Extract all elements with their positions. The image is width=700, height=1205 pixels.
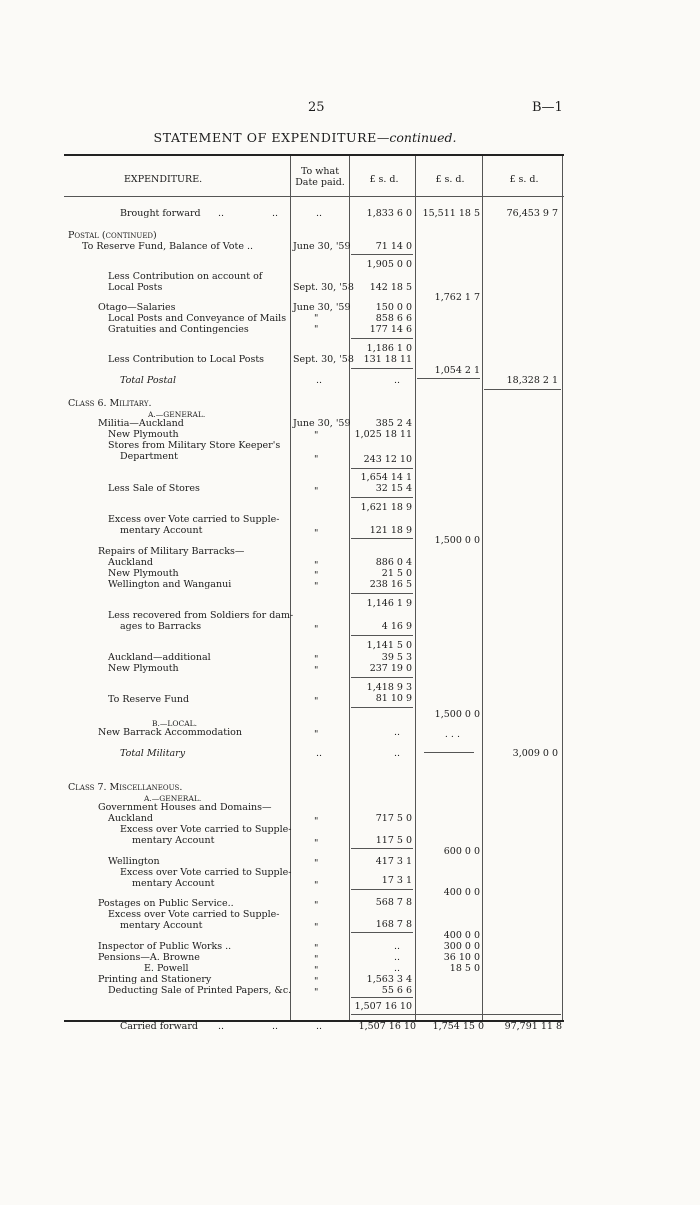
row-otago-salaries-label: Otago—Salaries bbox=[98, 302, 176, 313]
row-carried-forward-c3: 97,791 11 8 bbox=[504, 1021, 562, 1032]
row-excess-2-label-2: mentary Account bbox=[132, 835, 215, 846]
row-otago-salaries-date: June 30, '59 bbox=[293, 302, 351, 313]
row-printing-date: " bbox=[314, 976, 319, 987]
row-auckland-add-date: " bbox=[314, 654, 319, 665]
row-pension-browne-c2: 36 10 0 bbox=[443, 952, 480, 963]
row-excess-1-label-2: mentary Account bbox=[120, 525, 203, 536]
subtotal-rule bbox=[424, 752, 474, 753]
row-excess-3-c2: 400 0 0 bbox=[443, 887, 480, 898]
row-pension-browne-c1: .. bbox=[393, 952, 400, 963]
row-barrack-c2: . . . bbox=[444, 729, 460, 740]
subtotal-rule bbox=[351, 368, 413, 369]
subtotal-rule bbox=[351, 254, 413, 255]
column-divider bbox=[562, 156, 563, 1020]
row-local-posts-date: " bbox=[314, 313, 319, 324]
expenditure-table bbox=[64, 154, 564, 1022]
subtotal-rule bbox=[484, 389, 561, 390]
row-excess-4-c1: 168 7 8 bbox=[375, 919, 412, 930]
header-lsd-3: £ s. d. bbox=[509, 174, 539, 185]
row-excess-4-c2: 400 0 0 bbox=[443, 930, 480, 941]
row-militia-auckland-date: June 30, '59 bbox=[293, 418, 351, 429]
row-auckland-r-c1: 886 0 4 bbox=[375, 557, 412, 568]
row-auckland-g-c1: 717 5 0 bbox=[375, 813, 412, 824]
row-less-recovered-label: Less recovered from Soldiers for dam- bbox=[108, 610, 294, 621]
subtotal-rule bbox=[351, 538, 413, 539]
row-excess-4-label-2: mentary Account bbox=[120, 920, 203, 931]
row-pension-powell-date: " bbox=[314, 965, 319, 976]
subtotal-1621: 1,621 18 9 bbox=[360, 502, 412, 513]
subsection-b-local: B.—LOCAL. bbox=[152, 719, 198, 728]
subtotal-rule bbox=[351, 677, 413, 678]
row-wellington-r-date: " bbox=[314, 581, 319, 592]
row-postages-date: " bbox=[314, 900, 319, 911]
row-local-posts-label: Local Posts and Conveyance of Mails bbox=[108, 313, 287, 324]
row-new-plymouth-1-date: " bbox=[314, 430, 319, 441]
section-govt-houses: Government Houses and Domains— bbox=[98, 802, 272, 813]
row-excess-3-label: Excess over Vote carried to Supple- bbox=[120, 867, 292, 878]
row-excess-3-c1: 17 3 1 bbox=[381, 875, 412, 886]
row-wellington-g-c1: 417 3 1 bbox=[375, 856, 412, 867]
row-excess-1-label: Excess over Vote carried to Supple- bbox=[108, 514, 280, 525]
header-rule bbox=[64, 196, 564, 197]
row-postages-label: Postages on Public Service.. bbox=[98, 898, 234, 909]
row-printing-c1: 1,563 3 4 bbox=[366, 974, 412, 985]
row-deducting-c1: 55 6 6 bbox=[381, 985, 412, 996]
row-excess-3-date: " bbox=[314, 880, 319, 891]
row-excess-4-label: Excess over Vote carried to Supple- bbox=[108, 909, 280, 920]
row-auckland-g-date: " bbox=[314, 816, 319, 827]
row-otago-salaries-c1: 150 0 0 bbox=[375, 302, 412, 313]
subtotal-rule bbox=[351, 1014, 561, 1015]
row-deducting-label: Deducting Sale of Printed Papers, &c. bbox=[108, 985, 292, 996]
column-divider bbox=[482, 156, 483, 1020]
header-expenditure: EXPENDITURE. bbox=[124, 174, 203, 185]
row-pension-powell-label: E. Powell bbox=[144, 963, 189, 974]
row-reserve-fund-c1: 71 14 0 bbox=[375, 241, 412, 252]
row-to-reserve-label: To Reserve Fund bbox=[108, 694, 190, 705]
row-auckland-r-date: " bbox=[314, 560, 319, 571]
row-less-contrib-2-date: Sept. 30, '58 bbox=[293, 354, 354, 365]
row-barrack-date: " bbox=[314, 729, 319, 740]
row-postages-c1: 568 7 8 bbox=[375, 897, 412, 908]
subtotal-1654: 1,654 14 1 bbox=[360, 472, 412, 483]
subsection-a-general-2: A.—GENERAL. bbox=[144, 794, 202, 803]
subtotal-rule bbox=[351, 338, 413, 339]
subtotal-rule bbox=[351, 468, 413, 469]
row-stores-label-2: Department bbox=[120, 451, 178, 462]
row-to-reserve-c1: 81 10 9 bbox=[375, 693, 412, 704]
page-title: STATEMENT OF EXPENDITURE—continued. bbox=[153, 130, 457, 145]
row-excess-1-c1: 121 18 9 bbox=[369, 525, 412, 536]
subtotal-rule bbox=[351, 997, 413, 998]
row-deducting-date: " bbox=[314, 987, 319, 998]
subtotal-1141: 1,141 5 0 bbox=[366, 640, 412, 651]
document-reference: B—1 bbox=[532, 100, 563, 115]
row-excess-2-c1: 117 5 0 bbox=[375, 835, 412, 846]
leader-dots: .. bbox=[218, 1021, 225, 1032]
row-excess-2-date: " bbox=[314, 838, 319, 849]
row-new-plymouth-1-c1: 1,025 18 11 bbox=[354, 429, 412, 440]
row-less-contrib-1-date: Sept. 30, '58 bbox=[293, 282, 354, 293]
row-less-contrib-1-c2: 1,762 1 7 bbox=[434, 292, 480, 303]
row-less-contrib-2-label: Less Contribution to Local Posts bbox=[108, 354, 265, 365]
row-less-contrib-2-c1: 131 18 11 bbox=[363, 354, 412, 365]
subtotal-rule bbox=[351, 707, 413, 708]
row-new-plymouth-2-date: " bbox=[314, 665, 319, 676]
subtotal-1418: 1,418 9 3 bbox=[366, 682, 412, 693]
subtotal-1905: 1,905 0 0 bbox=[366, 259, 412, 270]
header-lsd-1: £ s. d. bbox=[369, 174, 399, 185]
row-to-reserve-date: " bbox=[314, 696, 319, 707]
subtotal-rule bbox=[417, 378, 480, 379]
subtotal-rule bbox=[351, 848, 413, 849]
subtotal-1186: 1,186 1 0 bbox=[366, 343, 412, 354]
row-total-military-c3: 3,009 0 0 bbox=[512, 748, 558, 759]
row-barrack-label: New Barrack Accommodation bbox=[98, 727, 242, 738]
row-pension-browne-label: Pensions—A. Browne bbox=[98, 952, 200, 963]
header-date: To what Date paid. bbox=[295, 166, 345, 188]
row-reserve-fund-label: To Reserve Fund, Balance of Vote .. bbox=[82, 241, 253, 252]
row-total-postal-label: Total Postal bbox=[120, 375, 176, 386]
row-inspector-label: Inspector of Public Works .. bbox=[98, 941, 232, 952]
row-auckland-add-c1: 39 5 3 bbox=[381, 652, 412, 663]
row-auckland-r-label: Auckland bbox=[108, 557, 153, 568]
section-postal: Postal (continued) bbox=[68, 230, 157, 241]
section-class-6: Class 6. Military. bbox=[68, 398, 152, 409]
row-stores-date: " bbox=[314, 454, 319, 465]
subtotal-rule bbox=[351, 593, 413, 594]
row-reserve-fund-date: June 30, '59 bbox=[293, 241, 351, 252]
row-inspector-c2: 300 0 0 bbox=[443, 941, 480, 952]
row-pension-powell-c1: .. bbox=[393, 963, 400, 974]
row-local-posts-c1: 858 6 6 bbox=[375, 313, 412, 324]
row-excess-4-date: " bbox=[314, 922, 319, 933]
subtotal-1146: 1,146 1 9 bbox=[366, 598, 412, 609]
subtotal-rule bbox=[351, 635, 413, 636]
header-lsd-2: £ s. d. bbox=[435, 174, 465, 185]
row-new-plymouth-r-date: " bbox=[314, 570, 319, 581]
section-class-7: Class 7. Miscellaneous. bbox=[68, 782, 183, 793]
row-gratuities-label: Gratuities and Contingencies bbox=[108, 324, 249, 335]
row-brought-forward-c2: 15,511 18 5 bbox=[422, 208, 480, 219]
row-militia-auckland-c1: 385 2 4 bbox=[375, 418, 412, 429]
row-total-postal-c1: .. bbox=[393, 375, 400, 386]
row-excess-1-date: " bbox=[314, 528, 319, 539]
row-carried-forward-label: Carried forward bbox=[120, 1021, 198, 1032]
row-excess-2-c2: 600 0 0 bbox=[443, 846, 480, 857]
leader-dots: .. bbox=[218, 208, 225, 219]
row-printing-label: Printing and Stationery bbox=[98, 974, 212, 985]
row-inspector-c1: .. bbox=[393, 941, 400, 952]
row-new-plymouth-2-label: New Plymouth bbox=[108, 663, 179, 674]
row-stores-label: Stores from Military Store Keeper's bbox=[108, 440, 281, 451]
row-new-plymouth-1-label: New Plymouth bbox=[108, 429, 179, 440]
leader-dots: .. bbox=[272, 208, 279, 219]
row-less-sale-c1: 32 15 4 bbox=[375, 483, 412, 494]
row-pension-browne-date: " bbox=[314, 954, 319, 965]
row-militia-auckland-label: Militia—Auckland bbox=[98, 418, 184, 429]
section-repairs: Repairs of Military Barracks— bbox=[98, 546, 245, 557]
column-divider bbox=[415, 156, 416, 1020]
subtotal-rule bbox=[351, 889, 413, 890]
row-less-recovered-c1: 4 16 9 bbox=[381, 621, 412, 632]
row-pension-powell-c2: 18 5 0 bbox=[449, 963, 480, 974]
row-barrack-c1: .. bbox=[393, 727, 400, 738]
page-number: 25 bbox=[308, 100, 325, 115]
row-gratuities-date: " bbox=[314, 324, 319, 335]
row-total-military-label: Total Military bbox=[120, 748, 186, 759]
row-less-recovered-date: " bbox=[314, 624, 319, 635]
subtotal-1507: 1,507 16 10 bbox=[354, 1001, 412, 1012]
row-inspector-date: " bbox=[314, 943, 319, 954]
row-total-military-c1: .. bbox=[393, 748, 400, 759]
row-less-contrib-1-c1: 142 18 5 bbox=[369, 282, 412, 293]
row-total-military-date: .. bbox=[316, 748, 323, 759]
row-new-plymouth-r-c1: 21 5 0 bbox=[381, 568, 412, 579]
row-total-postal-date: .. bbox=[316, 375, 323, 386]
row-excess-1-c2: 1,500 0 0 bbox=[434, 535, 480, 546]
row-carried-forward-date: .. bbox=[316, 1021, 323, 1032]
row-carried-forward-c1: 1,507 16 10 bbox=[358, 1021, 416, 1032]
row-auckland-add-label: Auckland—additional bbox=[108, 652, 211, 663]
row-brought-forward-c3: 76,453 9 7 bbox=[506, 208, 558, 219]
row-wellington-r-c1: 238 16 5 bbox=[369, 579, 412, 590]
row-brought-forward-label: Brought forward bbox=[120, 208, 201, 219]
row-wellington-g-label: Wellington bbox=[108, 856, 160, 867]
row-carried-forward-c2: 1,754 15 0 bbox=[432, 1021, 484, 1032]
row-excess-2-label: Excess over Vote carried to Supple- bbox=[120, 824, 292, 835]
row-brought-forward-c1: 1,833 6 0 bbox=[366, 208, 412, 219]
row-less-sale-label: Less Sale of Stores bbox=[108, 483, 200, 494]
row-excess-3-label-2: mentary Account bbox=[132, 878, 215, 889]
subtotal-rule bbox=[351, 932, 413, 933]
row-less-contrib-1-label: Less Contribution on account of Local Posts bbox=[108, 271, 263, 293]
leader-dots: .. bbox=[272, 1021, 279, 1032]
row-total-postal-c3: 18,328 2 1 bbox=[506, 375, 558, 386]
row-gratuities-c1: 177 14 6 bbox=[369, 324, 412, 335]
subsection-a-general: A.—GENERAL. bbox=[148, 410, 206, 419]
row-new-plymouth-2-c1: 237 19 0 bbox=[369, 663, 412, 674]
row-auckland-g-label: Auckland bbox=[108, 813, 153, 824]
row-to-reserve-c2: 1,500 0 0 bbox=[434, 709, 480, 720]
column-divider bbox=[290, 156, 291, 1020]
row-less-recovered-label-2: ages to Barracks bbox=[120, 621, 202, 632]
row-less-contrib-2-c2: 1,054 2 1 bbox=[434, 365, 480, 376]
row-less-sale-date: " bbox=[314, 486, 319, 497]
row-wellington-r-label: Wellington and Wanganui bbox=[108, 579, 232, 590]
row-new-plymouth-r-label: New Plymouth bbox=[108, 568, 179, 579]
row-brought-forward-date: .. bbox=[316, 208, 323, 219]
row-wellington-g-date: " bbox=[314, 858, 319, 869]
row-stores-c1: 243 12 10 bbox=[363, 454, 412, 465]
subtotal-rule bbox=[351, 497, 413, 498]
